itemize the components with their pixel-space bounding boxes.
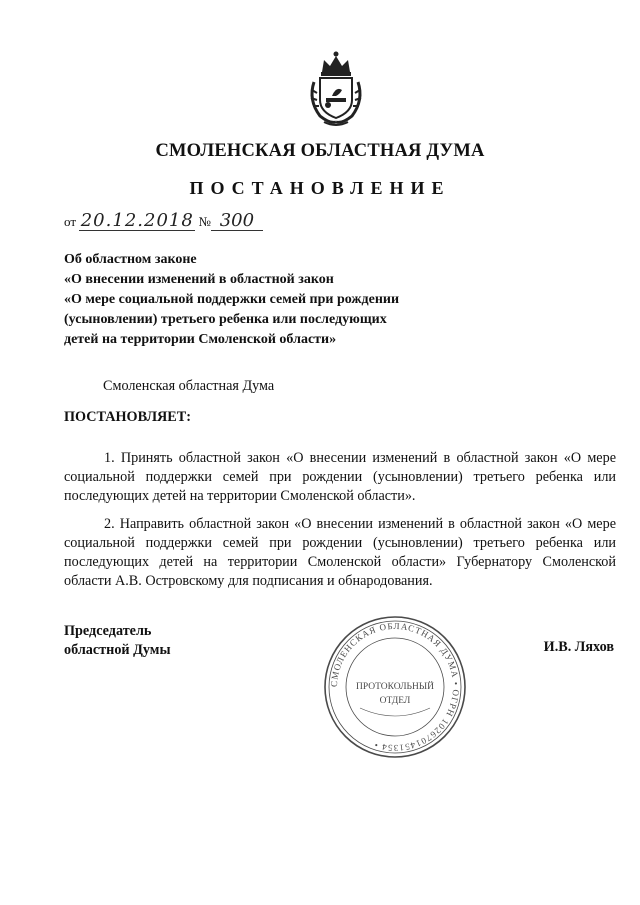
position-line: областной Думы (64, 642, 171, 658)
document-type: ПОСТАНОВЛЕНИЕ (189, 178, 451, 198)
document-subject (64, 250, 399, 350)
subject-line: (усыновлении) третьего ребенка или последующих (64, 312, 387, 327)
stamp-ring-text: СМОЛЕНСКАЯ ОБЛАСТНАЯ ДУМА • ОГРН 1026701451354 • (328, 620, 462, 754)
stamp-inner-line: ОТДЕЛ (379, 696, 411, 706)
subject-line: детей на территории Смоленской области» (64, 332, 337, 347)
stamp-inner-line: ПРОТОКОЛЬНЫЙ (355, 682, 435, 692)
document-date: 20.12.2018 (80, 210, 194, 231)
subject-line: «О мере социальной поддержки семей при рождении (64, 292, 400, 307)
signatory-name: И.В. Ляхов (543, 639, 614, 655)
date-prefix: от (64, 214, 77, 229)
subject-line: Об областном законе (64, 252, 197, 267)
position-line: Председатель (64, 623, 152, 639)
number-prefix: № (198, 214, 211, 229)
official-stamp (320, 612, 470, 762)
document-number: 300 (211, 212, 263, 231)
paragraph-2: 2. Направить областной закон «О внесении изменений в областной закон «О мере социальной поддержки семей при рождении (усыновлении) третьего ребенка или последующих детей на территории Смоленской области» Губернатору Смоленской области А.В. Островскому для подписания и обнародования. (64, 516, 616, 589)
issuing-body: Смоленская областная Дума (103, 378, 275, 394)
resolves-heading: ПОСТАНОВЛЯЕТ: (64, 409, 191, 425)
signatory-position (64, 622, 171, 660)
date-number-line (64, 212, 263, 231)
coat-of-arms-icon (300, 48, 372, 128)
organization-title: СМОЛЕНСКАЯ ОБЛАСТНАЯ ДУМА (155, 141, 485, 161)
subject-line: «О внесении изменений в областной закон (64, 272, 334, 287)
paragraph-1: 1. Принять областной закон «О внесении изменений в областной закон «О мере социальной поддержки семей при рождении (усыновлении) третьего ребенка или последующих детей на территории Смоленской области». (64, 450, 616, 504)
